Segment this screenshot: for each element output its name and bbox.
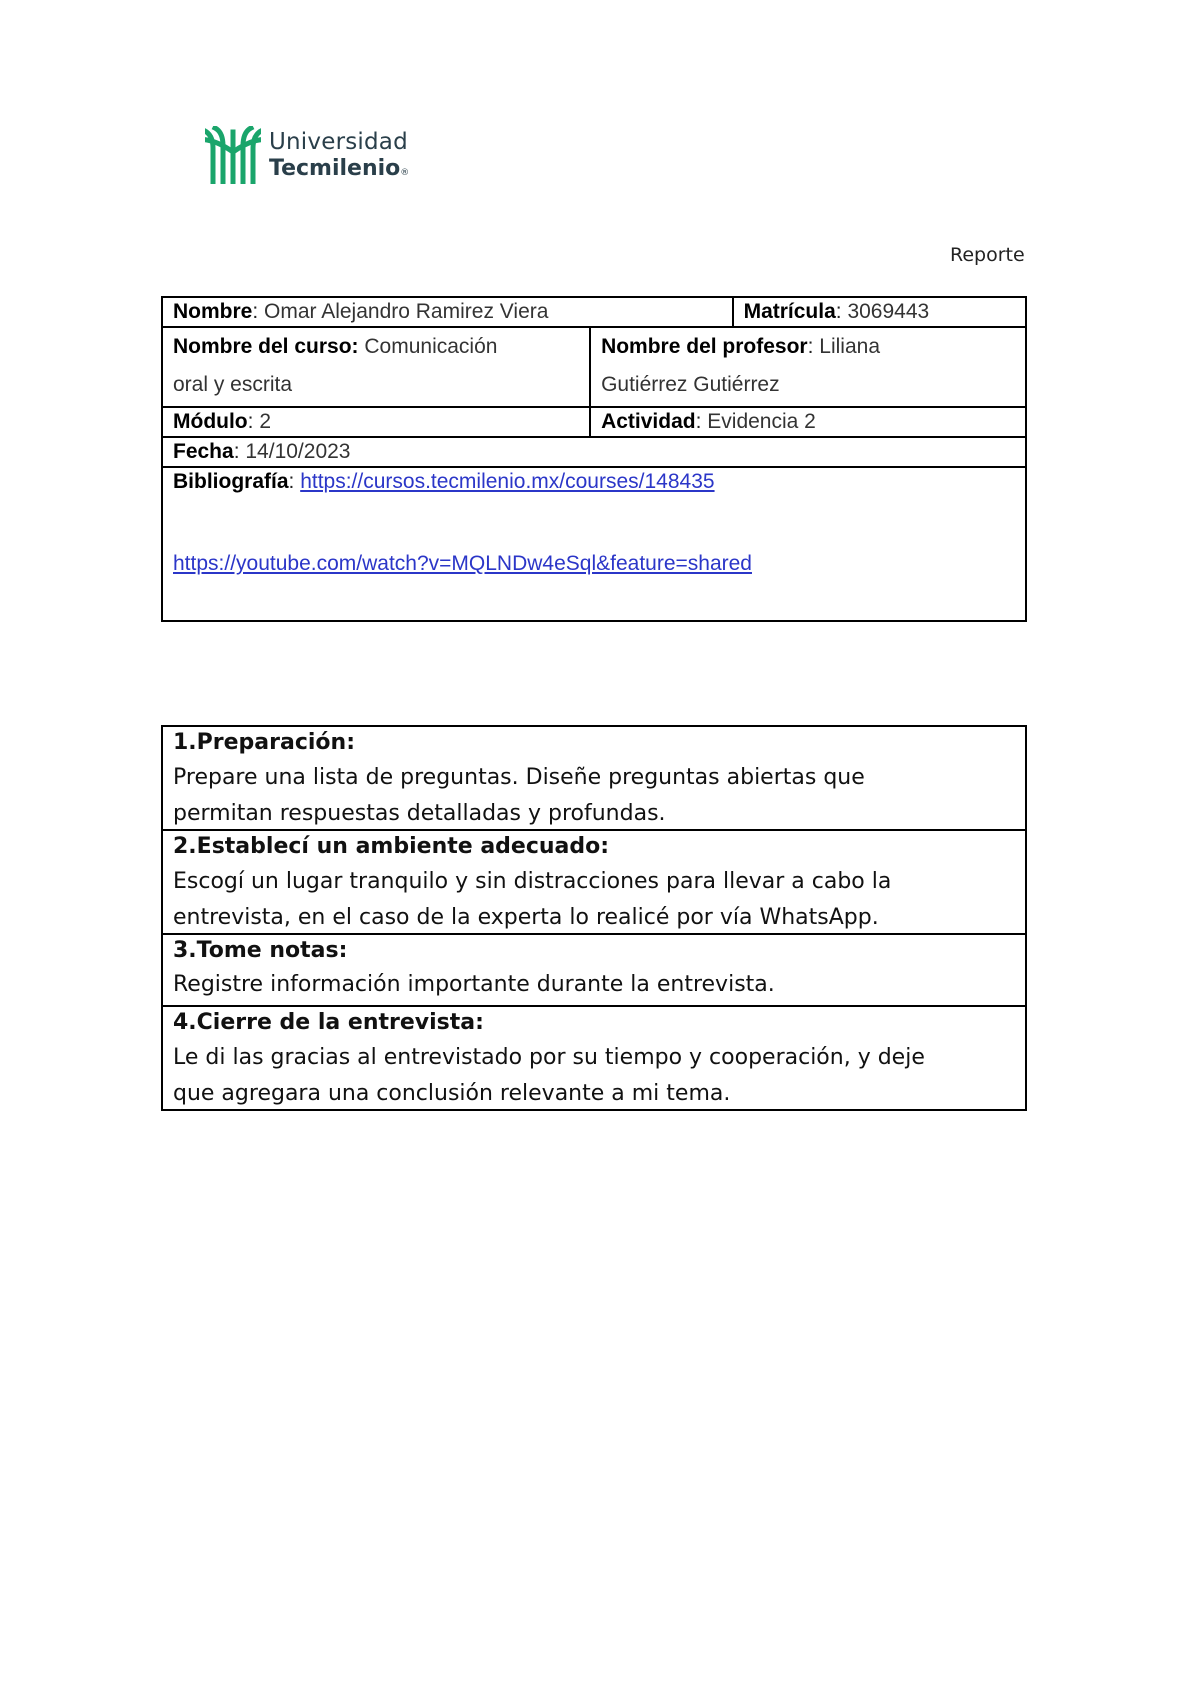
step-body-line: Prepare una lista de preguntas. Diseñe preguntas abiertas que (173, 765, 865, 790)
step-body-line: que agregara una conclusión relevante a mi tema. (173, 1081, 731, 1106)
step-title: 2.Establecí un ambiente adecuado: (173, 834, 610, 859)
cell-profesor: Nombre del profesor: Liliana Gutiérrez Gutiérrez (590, 327, 1026, 407)
step-row (162, 1006, 1026, 1110)
bibliography-link-youtube[interactable]: https://youtube.com/watch?v=MQLNDw4eSql&feature=shared (173, 552, 752, 575)
logo-line-tecmilenio: Tecmilenio® (269, 155, 410, 181)
report-label: Reporte (950, 244, 1025, 266)
interview-steps-table (161, 725, 1027, 1111)
step-body-line: entrevista, en el caso de la experta lo realicé por vía WhatsApp. (173, 905, 879, 930)
row-nombre (162, 297, 1026, 327)
cell-matricula: Matrícula: 3069443 (733, 297, 1026, 327)
step-row (162, 934, 1026, 1006)
step-cell-3 (162, 934, 1026, 1006)
bibliography-link-tecmilenio[interactable]: https://cursos.tecmilenio.mx/courses/148435 (300, 470, 715, 493)
cell-nombre: Nombre: Omar Alejandro Ramirez Viera (162, 297, 733, 327)
cell-actividad: Actividad: Evidencia 2 (590, 407, 1026, 437)
student-info-table (161, 296, 1027, 622)
step-body-line: permitan respuestas detalladas y profundas. (173, 801, 666, 826)
row-modulo-actividad (162, 407, 1026, 437)
tecmilenio-tree-icon (205, 126, 261, 184)
step-body-line: Escogí un lugar tranquilo y sin distracciones para llevar a cabo la (173, 869, 892, 894)
cell-fecha: Fecha: 14/10/2023 (162, 437, 1026, 467)
cell-modulo: Módulo: 2 (162, 407, 590, 437)
step-body-line: Registre información importante durante la entrevista. (173, 972, 775, 997)
step-cell-2 (162, 830, 1026, 934)
step-row (162, 830, 1026, 934)
cell-bibliografia: Bibliografía: https://cursos.tecmilenio.mx/courses/148435 https://youtube.com/watch?v=MQLNDw4eSql&feature=shared (162, 467, 1026, 621)
step-row (162, 726, 1026, 830)
row-fecha (162, 437, 1026, 467)
step-body-line: Le di las gracias al entrevistado por su tiempo y cooperación, y deje (173, 1045, 925, 1070)
step-title: 1.Preparación: (173, 730, 356, 755)
university-logo (205, 124, 430, 186)
logo-line-universidad: Universidad (269, 128, 408, 155)
step-title: 4.Cierre de la entrevista: (173, 1010, 484, 1035)
row-bibliografia (162, 467, 1026, 621)
row-curso-profesor (162, 327, 1026, 407)
step-title: 3.Tome notas: (173, 938, 348, 963)
step-cell-4 (162, 1006, 1026, 1110)
cell-curso: Nombre del curso: Comunicación oral y escrita (162, 327, 590, 407)
step-cell-1 (162, 726, 1026, 830)
